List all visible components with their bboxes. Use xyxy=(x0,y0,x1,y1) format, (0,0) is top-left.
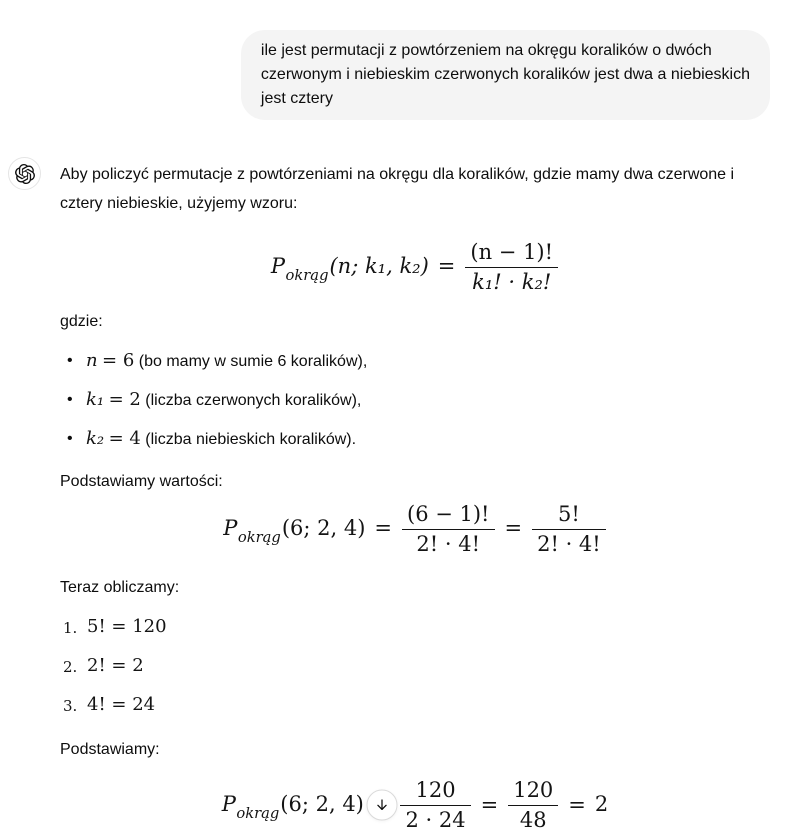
math-subscript: okrąg xyxy=(236,805,280,823)
step-item xyxy=(60,653,770,680)
user-message-line: ile jest permutacji z powtórzeniem na okręgu koralików o dwóch xyxy=(260,42,712,59)
openai-logo-icon xyxy=(15,164,35,184)
step-item xyxy=(60,614,770,641)
now-compute-label: Teraz obliczamy: xyxy=(60,579,180,597)
definition-text: (liczba niebieskich koralików). xyxy=(145,431,357,449)
substitute-values-label: Podstawiamy wartości: xyxy=(60,473,223,491)
fraction-denominator: 48 xyxy=(508,805,558,834)
definition-text: (liczba czerwonych koralików), xyxy=(145,392,362,410)
fraction-denominator: 2 · 24 xyxy=(400,805,470,834)
math-result: 2 xyxy=(594,792,609,817)
calculation-steps-list xyxy=(60,614,770,719)
user-message-line: czerwonym i niebieskim czerwonych koralików jest dwa a niebieskich xyxy=(260,66,750,83)
math-symbol: k₁ xyxy=(86,389,105,411)
math-equals: = xyxy=(504,516,523,541)
math-fraction xyxy=(508,778,558,833)
math-equals: = xyxy=(437,254,456,279)
fraction-denominator: 2! · 4! xyxy=(532,529,606,558)
definition-item xyxy=(60,348,770,375)
math-equals: = xyxy=(568,792,586,817)
where-label: gdzie: xyxy=(60,313,103,331)
math-arguments: (6; 2, 4) xyxy=(281,516,366,541)
user-message-row xyxy=(0,0,803,120)
definition-item xyxy=(60,426,770,453)
step-equation: 5! = 120 xyxy=(87,616,167,638)
math-fraction xyxy=(402,502,495,557)
math-equals: = xyxy=(480,792,499,817)
math-arguments: (6; 2, 4) xyxy=(280,792,364,817)
math-arguments: (n; k₁, k₂) xyxy=(329,254,429,279)
fraction-denominator: k₁! · k₂! xyxy=(465,267,558,296)
user-message-line: jest cztery xyxy=(260,90,333,107)
equals-with-scroll-button xyxy=(364,793,400,817)
substitute-label: Podstawiamy: xyxy=(60,741,160,759)
math-relation: = 2 xyxy=(108,389,141,411)
math-function: P xyxy=(221,792,237,817)
formula-final xyxy=(60,778,770,833)
arrow-down-icon xyxy=(374,797,389,812)
math-fraction xyxy=(465,240,558,295)
formula-substituted xyxy=(60,502,770,557)
math-subscript: okrąg xyxy=(285,266,329,284)
step-equation: 4! = 24 xyxy=(87,694,156,716)
assistant-message-row xyxy=(0,120,803,834)
math-function: P xyxy=(223,516,238,541)
assistant-message-content xyxy=(60,157,770,834)
fraction-numerator: 5! xyxy=(558,502,580,527)
fraction-numerator: 120 xyxy=(513,778,554,803)
math-relation: = 4 xyxy=(108,428,141,450)
scroll-to-bottom-button[interactable] xyxy=(366,789,397,820)
definition-item xyxy=(60,387,770,414)
fraction-numerator: (6 − 1)! xyxy=(407,502,490,527)
fraction-numerator: (n − 1)! xyxy=(470,240,554,264)
fraction-denominator: 2! · 4! xyxy=(402,529,495,558)
math-symbol: n xyxy=(86,350,98,372)
math-relation: = 6 xyxy=(102,350,135,372)
step-equation: 2! = 2 xyxy=(87,655,144,677)
formula-general xyxy=(60,240,770,295)
math-subscript: okrąg xyxy=(237,528,281,546)
fraction-numerator: 120 xyxy=(415,778,456,803)
intro-paragraph: Aby policzyć permutacje z powtórzeniami na okręgu dla koralików, gdzie mamy dwa czerwone i cztery niebieskie, użyjemy wzoru: xyxy=(60,166,735,212)
math-fraction xyxy=(532,502,606,557)
user-message-bubble xyxy=(241,30,770,120)
definition-text: (bo mamy w sumie 6 koralików), xyxy=(138,353,368,371)
assistant-avatar xyxy=(8,157,41,190)
math-symbol: k₂ xyxy=(86,428,105,450)
math-function: P xyxy=(270,254,286,279)
math-fraction xyxy=(400,778,470,833)
step-item xyxy=(60,692,770,719)
definitions-list xyxy=(60,348,770,453)
math-equals: = xyxy=(374,516,392,541)
